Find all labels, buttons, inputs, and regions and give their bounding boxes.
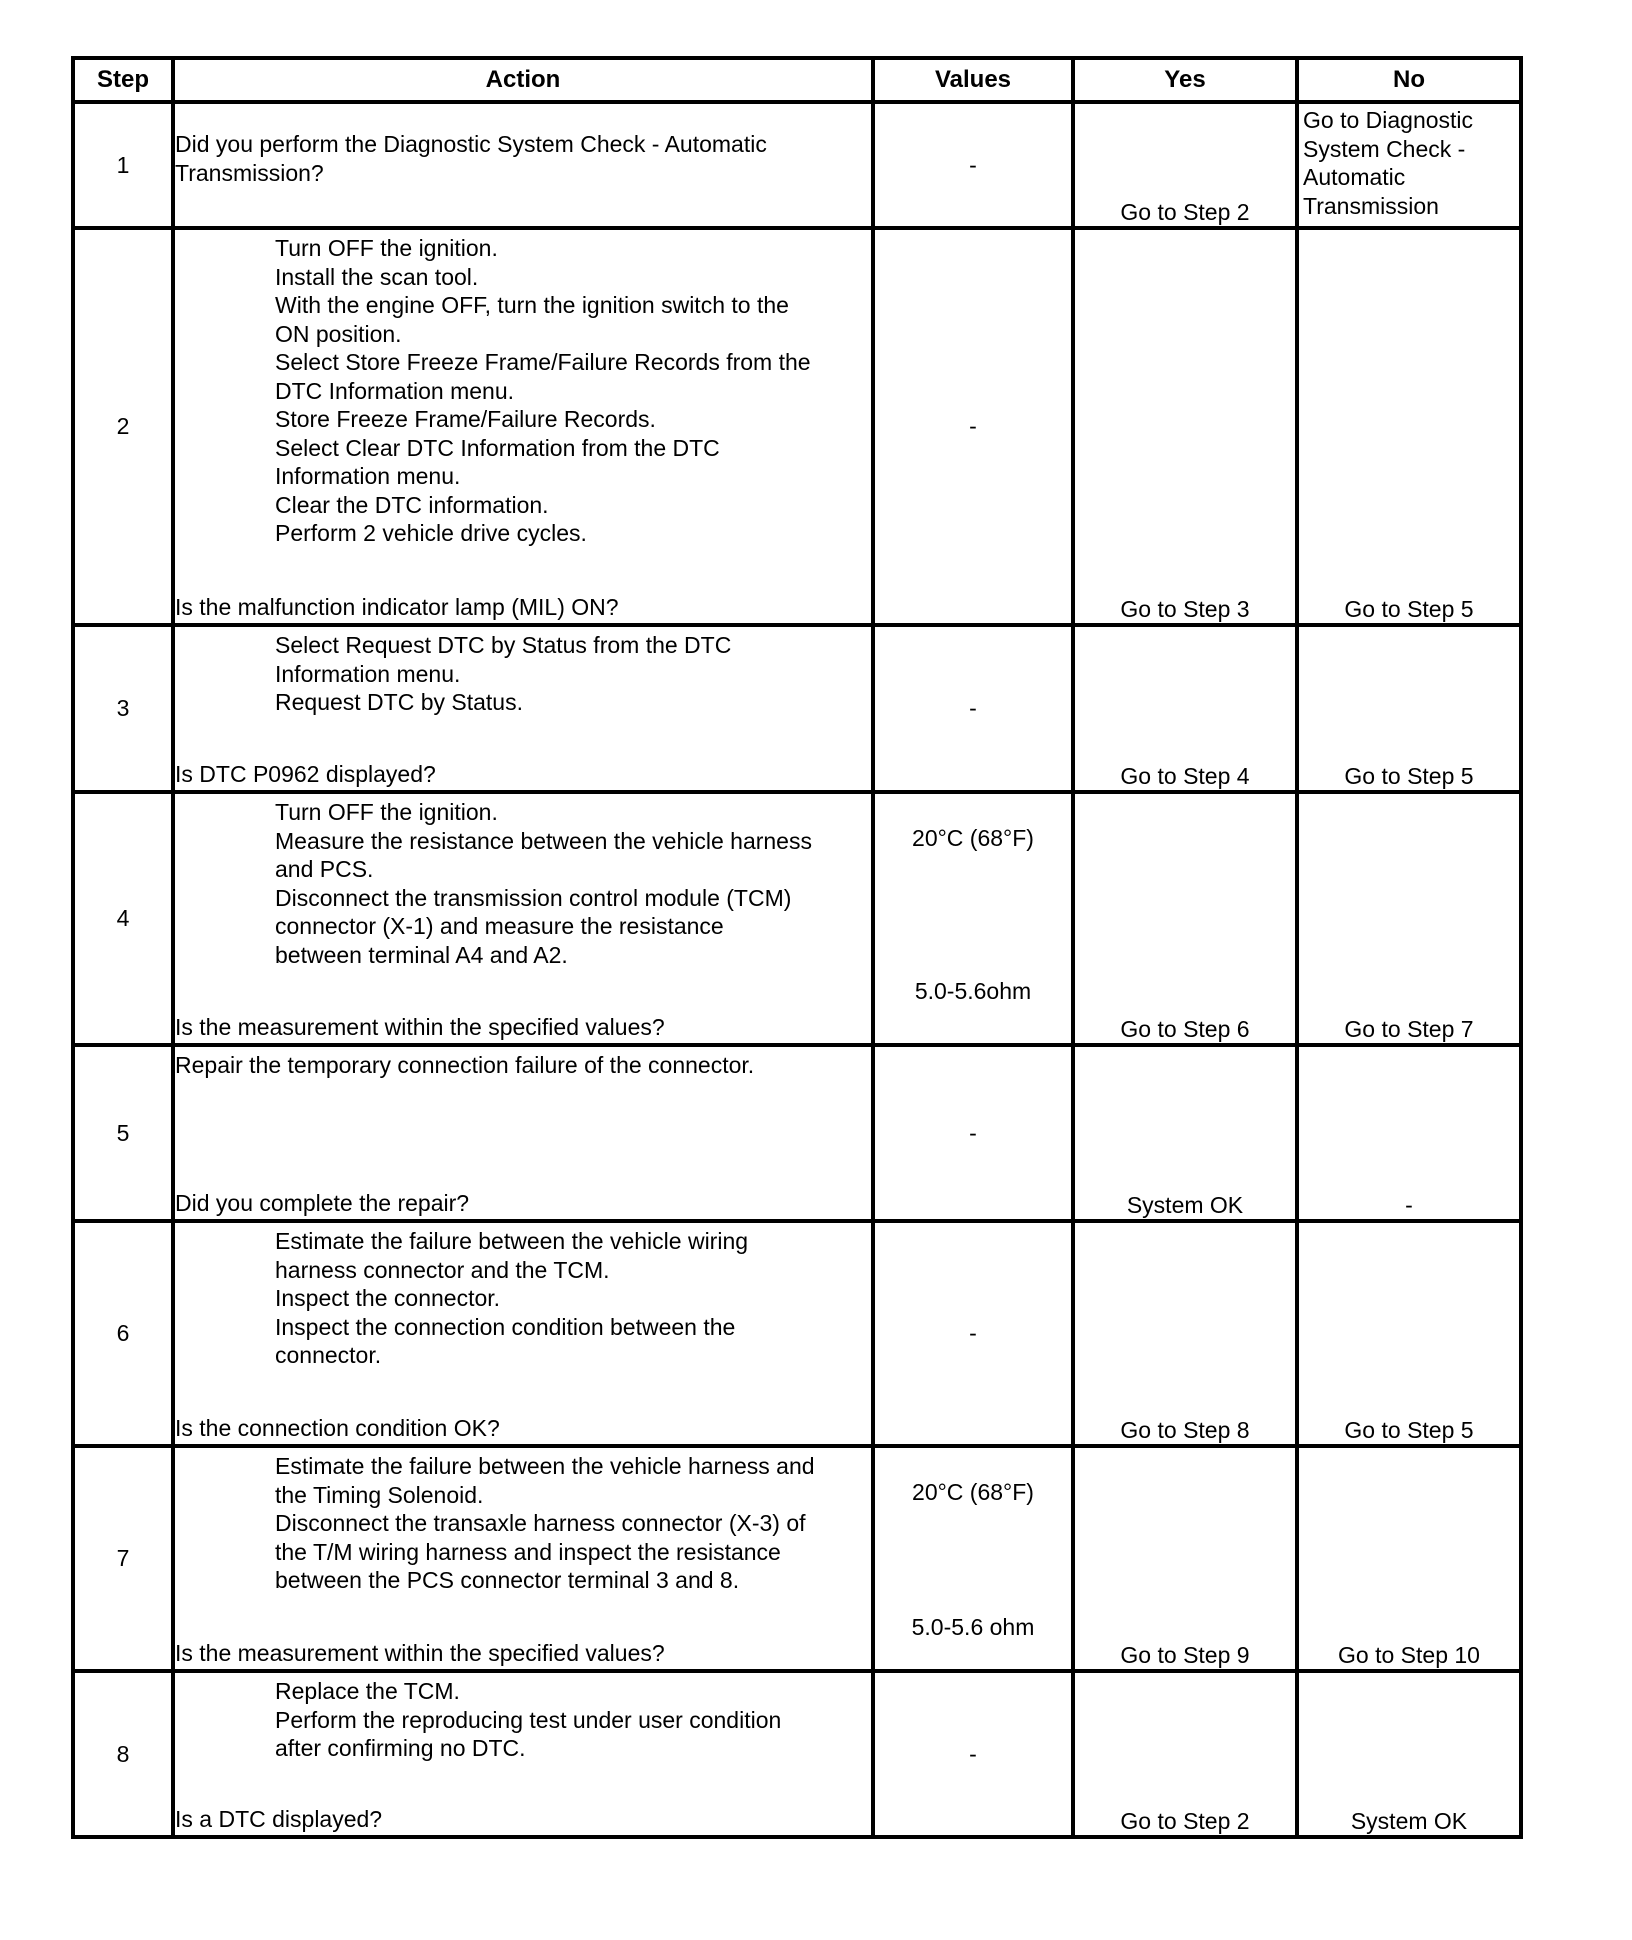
header-values: Values: [873, 58, 1073, 102]
action-line: Select Store Freeze Frame/Failure Records from the: [275, 349, 811, 375]
action-cell: [173, 1671, 873, 1837]
action-line: Repair the temporary connection failure of the connector.: [175, 1052, 755, 1078]
table-row: [73, 1446, 1521, 1671]
values-cell: [873, 228, 1073, 625]
action-cell: [173, 1045, 873, 1221]
action-line: connector (X-1) and measure the resistance: [275, 913, 724, 939]
value-text: -: [969, 413, 977, 440]
value-text: -: [969, 695, 977, 722]
values-cell: [873, 792, 1073, 1045]
diagnostic-table: [71, 56, 1523, 1839]
values-cell: [873, 102, 1073, 228]
action-line: between the PCS connector terminal 3 and 8.: [275, 1567, 740, 1593]
action-line: Perform the reproducing test under user condition: [275, 1706, 782, 1733]
no-cell: Go to Step 7: [1297, 792, 1521, 1045]
yes-cell: Go to Step 6: [1073, 792, 1297, 1045]
action-cell: [173, 1446, 873, 1671]
step-number: 6: [73, 1221, 173, 1446]
action-line: Estimate the failure between the vehicle harness and: [275, 1453, 815, 1479]
action-line: Disconnect the transmission control module (TCM): [275, 884, 792, 911]
value-text: -: [969, 151, 977, 178]
no-cell: Go to Step 5: [1297, 228, 1521, 625]
action-line: connector.: [275, 1342, 382, 1368]
values-cell: [873, 1045, 1073, 1221]
yes-cell: Go to Step 2: [1073, 1671, 1297, 1837]
step-number: 5: [73, 1045, 173, 1221]
value-text: -: [969, 1740, 977, 1767]
step-number: 1: [73, 102, 173, 228]
table-row: [73, 625, 1521, 792]
action-line: Replace the TCM.: [275, 1678, 460, 1704]
values-cell: [873, 625, 1073, 792]
action-line: With the engine OFF, turn the ignition switch to the: [275, 292, 789, 318]
action-line: Install the scan tool.: [275, 263, 479, 290]
header-action: Action: [173, 58, 873, 102]
table-row: [73, 228, 1521, 625]
values-cell: [873, 1446, 1073, 1671]
action-question: Is the measurement within the specified values?: [175, 1013, 665, 1040]
action-question: Is DTC P0962 displayed?: [175, 760, 436, 787]
action-line: Information menu.: [275, 660, 461, 687]
action-line: Inspect the connector.: [275, 1285, 501, 1311]
yes-cell: Go to Step 3: [1073, 228, 1297, 625]
step-number: 3: [73, 625, 173, 792]
action-question: Did you complete the repair?: [175, 1189, 470, 1216]
action-question: Is a DTC displayed?: [175, 1805, 383, 1832]
action-line: harness connector and the TCM.: [275, 1256, 610, 1283]
action-line: Turn OFF the ignition.: [275, 235, 498, 261]
action-question: Is the measurement within the specified values?: [175, 1639, 665, 1666]
action-line: Clear the DTC information.: [275, 491, 549, 518]
action-cell: [173, 228, 873, 625]
values-cell: [873, 1221, 1073, 1446]
step-number: 7: [73, 1446, 173, 1671]
action-line: Disconnect the transaxle harness connector (X-3) of: [275, 1510, 806, 1536]
table-row: [73, 1671, 1521, 1837]
yes-cell: Go to Step 4: [1073, 625, 1297, 792]
no-cell: -: [1297, 1045, 1521, 1221]
value-text: 5.0-5.6ohm: [914, 977, 1032, 1004]
action-line: between terminal A4 and A2.: [275, 941, 568, 968]
table-row: [73, 102, 1521, 228]
table-row: [73, 1045, 1521, 1221]
action-line: the T/M wiring harness and inspect the resistance: [275, 1538, 781, 1565]
value-text: 20°C (68°F): [912, 1479, 1034, 1505]
header-yes: Yes: [1073, 58, 1297, 102]
action-line: Measure the resistance between the vehicle harness: [275, 827, 812, 854]
action-line: the Timing Solenoid.: [275, 1481, 484, 1508]
action-line: Estimate the failure between the vehicle wiring: [275, 1228, 749, 1254]
action-cell: [173, 102, 873, 228]
action-cell: [173, 625, 873, 792]
no-cell: Go to Step 5: [1297, 1221, 1521, 1446]
action-line: Information menu.: [275, 463, 461, 489]
action-question: Is the connection condition OK?: [175, 1414, 500, 1441]
action-line: Perform 2 vehicle drive cycles.: [275, 520, 587, 546]
action-line: Select Clear DTC Information from the DTC: [275, 434, 720, 461]
values-cell: [873, 1671, 1073, 1837]
action-line: Store Freeze Frame/Failure Records.: [275, 406, 656, 432]
yes-cell: System OK: [1073, 1045, 1297, 1221]
action-line: Transmission?: [175, 159, 324, 186]
action-line: Did you perform the Diagnostic System Check - Automatic: [175, 131, 767, 157]
no-cell: Go to Step 10: [1297, 1446, 1521, 1671]
no-cell: Go to Step 5: [1297, 625, 1521, 792]
header-step: Step: [73, 58, 173, 102]
action-line: Inspect the connection condition between the: [275, 1313, 736, 1340]
action-cell: [173, 792, 873, 1045]
yes-cell: Go to Step 8: [1073, 1221, 1297, 1446]
value-text: -: [969, 1119, 977, 1146]
no-cell: System OK: [1297, 1671, 1521, 1837]
no-cell: Go to Diagnostic System Check - Automatic Transmission: [1297, 102, 1521, 228]
action-line: Turn OFF the ignition.: [275, 799, 498, 825]
header-no: No: [1297, 58, 1521, 102]
step-number: 2: [73, 228, 173, 625]
action-line: ON position.: [275, 320, 402, 347]
yes-cell: Go to Step 9: [1073, 1446, 1297, 1671]
action-line: DTC Information menu.: [275, 377, 515, 404]
action-line: Request DTC by Status.: [275, 689, 523, 715]
action-line: Select Request DTC by Status from the DTC: [275, 632, 732, 658]
step-number: 4: [73, 792, 173, 1045]
action-question: Is the malfunction indicator lamp (MIL) ON?: [175, 593, 619, 620]
value-text: 5.0-5.6 ohm: [911, 1613, 1035, 1640]
value-text: 20°C (68°F): [912, 825, 1034, 851]
action-line: after confirming no DTC.: [275, 1735, 526, 1761]
value-text: -: [969, 1320, 977, 1347]
yes-cell: Go to Step 2: [1073, 102, 1297, 228]
step-number: 8: [73, 1671, 173, 1837]
table-row: [73, 1221, 1521, 1446]
action-cell: [173, 1221, 873, 1446]
action-line: and PCS.: [275, 856, 374, 882]
table-row: [73, 792, 1521, 1045]
header-row: [73, 58, 1521, 102]
